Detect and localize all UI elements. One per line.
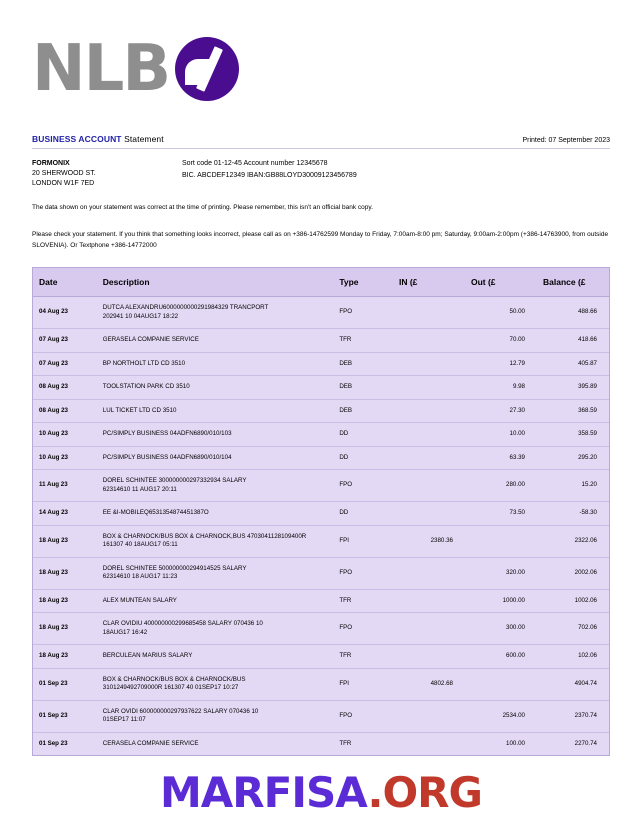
- cell-out: 73.50: [465, 502, 537, 526]
- table-row: [33, 668, 609, 700]
- cell-in: [393, 446, 465, 470]
- cell-in: [393, 399, 465, 423]
- account-details: [32, 159, 610, 189]
- cell-date: 18 Aug 23: [33, 645, 97, 669]
- table-row: [33, 446, 609, 470]
- table-row: [33, 613, 609, 645]
- cell-in: [393, 329, 465, 353]
- cell-date: 08 Aug 23: [33, 376, 97, 400]
- cell-type: FPO: [333, 557, 393, 589]
- cell-description: ALEX MUNTEAN SALARY: [97, 589, 334, 613]
- cell-date: 08 Aug 23: [33, 399, 97, 423]
- column-header-type: Type: [333, 268, 393, 297]
- cell-out: 1000.00: [465, 589, 537, 613]
- cell-date: 14 Aug 23: [33, 502, 97, 526]
- cell-description: LUL TICKET LTD CD 3510: [97, 399, 334, 423]
- cell-description: PC/SIMPLY BUSINESS 04ADFN6890/010/104: [97, 446, 334, 470]
- cell-type: DD: [333, 446, 393, 470]
- cell-balance: 488.66: [537, 297, 609, 329]
- cell-out: 280.00: [465, 470, 537, 502]
- cell-in: [393, 557, 465, 589]
- cell-description: DUTCA ALEXANDRU6000000000291984329 TRANCPORT 202941 10 04AUG17 18:22: [97, 297, 334, 329]
- cell-type: FPO: [333, 700, 393, 732]
- cell-type: FPI: [333, 668, 393, 700]
- cell-out: 63.39: [465, 446, 537, 470]
- cell-out: [465, 525, 537, 557]
- table-row: [33, 399, 609, 423]
- cell-balance: 15.20: [537, 470, 609, 502]
- customer-address: [32, 159, 182, 189]
- cell-in: 2380.36: [393, 525, 465, 557]
- cell-balance: 295.20: [537, 446, 609, 470]
- bank-logo: [32, 0, 610, 112]
- cell-date: 18 Aug 23: [33, 557, 97, 589]
- cell-out: 100.00: [465, 732, 537, 755]
- cell-description: DOREL SCHINTEE 500000000294914525 SALARY 62314610 18 AUG17 11:23: [97, 557, 334, 589]
- column-header-balance: Balance (£: [537, 268, 609, 297]
- cell-date: 01 Sep 23: [33, 732, 97, 755]
- cell-type: DEB: [333, 352, 393, 376]
- cell-out: 320.00: [465, 557, 537, 589]
- cell-description: CERASELA COMPANIE SERVICE: [97, 732, 334, 755]
- cell-balance: 418.66: [537, 329, 609, 353]
- table-row: [33, 525, 609, 557]
- cell-date: 07 Aug 23: [33, 352, 97, 376]
- cell-type: TFR: [333, 589, 393, 613]
- cell-type: DEB: [333, 399, 393, 423]
- cell-description: DOREL SCHINTEE 300000000297332934 SALARY 62314610 11 AUG17 20:11: [97, 470, 334, 502]
- cell-balance: 368.59: [537, 399, 609, 423]
- bank-account-info: [182, 159, 610, 189]
- cell-out: 27.30: [465, 399, 537, 423]
- table-row: [33, 589, 609, 613]
- cell-date: 07 Aug 23: [33, 329, 97, 353]
- header-divider: [32, 148, 610, 149]
- table-row: [33, 470, 609, 502]
- table-body: [33, 297, 609, 756]
- cell-description: BP NORTHOLT LTD CD 3510: [97, 352, 334, 376]
- cell-balance: 358.59: [537, 423, 609, 447]
- sort-code-account-number: Sort code 01-12-45 Account number 12345678: [182, 160, 328, 167]
- cell-type: FPO: [333, 613, 393, 645]
- cell-out: 300.00: [465, 613, 537, 645]
- cell-out: 600.00: [465, 645, 537, 669]
- logo-wordmark: NLB: [32, 32, 170, 106]
- cell-out: 2534.00: [465, 700, 537, 732]
- column-header-date: Date: [33, 268, 97, 297]
- cell-balance: 2322.06: [537, 525, 609, 557]
- cell-description: TOOLSTATION PARK CD 3510: [97, 376, 334, 400]
- cell-out: 12.79: [465, 352, 537, 376]
- cell-balance: 2370.74: [537, 700, 609, 732]
- cell-in: [393, 732, 465, 755]
- cell-balance: 702.06: [537, 613, 609, 645]
- statement-title: [32, 134, 164, 144]
- transactions-table: [32, 267, 610, 756]
- cell-type: TFR: [333, 329, 393, 353]
- cell-in: [393, 423, 465, 447]
- cell-description: GERASELA COMPANIE SERVICE: [97, 329, 334, 353]
- cell-balance: 2002.06: [537, 557, 609, 589]
- statement-header: [32, 134, 610, 144]
- cell-in: [393, 470, 465, 502]
- cell-in: [393, 613, 465, 645]
- cell-in: [393, 645, 465, 669]
- cell-description: BOX & CHARNOCK/BUS BOX & CHARNOCK,BUS 4703041128109400R 161307 40 18AUG17 05:11: [97, 525, 334, 557]
- cell-date: 11 Aug 23: [33, 470, 97, 502]
- cell-date: 10 Aug 23: [33, 423, 97, 447]
- customer-name: FORMONIX: [32, 160, 70, 167]
- table-row: [33, 700, 609, 732]
- cell-description: EE &I-MOBILEQ6531354874451387O: [97, 502, 334, 526]
- cell-balance: 1002.06: [537, 589, 609, 613]
- cell-date: 04 Aug 23: [33, 297, 97, 329]
- cell-out: [465, 668, 537, 700]
- cell-date: 18 Aug 23: [33, 589, 97, 613]
- table-row: [33, 423, 609, 447]
- watermark-text: MARFISA: [160, 768, 368, 817]
- customer-address-line2: LONDON W1F 7ED: [32, 180, 95, 187]
- statement-title-bold: BUSINESS ACCOUNT: [32, 134, 122, 144]
- watermark: [0, 768, 642, 817]
- table-row: [33, 329, 609, 353]
- table-row: [33, 645, 609, 669]
- cell-type: TFR: [333, 732, 393, 755]
- cell-in: [393, 502, 465, 526]
- cell-out: 9.98: [465, 376, 537, 400]
- accuracy-notice: The data shown on your statement was correct at the time of printing. Please remember, this isn't an official bank copy.: [32, 204, 373, 211]
- cell-balance: 395.89: [537, 376, 609, 400]
- cell-type: DEB: [333, 376, 393, 400]
- cell-type: DD: [333, 502, 393, 526]
- cell-date: 18 Aug 23: [33, 525, 97, 557]
- bic-iban: BIC. ABCDEF12349 IBAN:GB88LOYD30009123456789: [182, 172, 357, 179]
- cell-in: [393, 352, 465, 376]
- cell-type: DD: [333, 423, 393, 447]
- cell-out: 10.00: [465, 423, 537, 447]
- cell-balance: -58.30: [537, 502, 609, 526]
- column-header-out: Out (£: [465, 268, 537, 297]
- table-header-row: [33, 268, 609, 297]
- cell-description: BOX & CHARNOCK/BUS BOX & CHARNOCK/BUS 3101249492709000R 161307 40 01SEP17 10:27: [97, 668, 334, 700]
- statement-title-rest: Statement: [121, 134, 164, 144]
- cell-balance: 102.06: [537, 645, 609, 669]
- table-row: [33, 732, 609, 755]
- table-row: [33, 557, 609, 589]
- table-row: [33, 376, 609, 400]
- cell-type: FPO: [333, 297, 393, 329]
- cell-balance: 405.87: [537, 352, 609, 376]
- cell-in: [393, 589, 465, 613]
- table-row: [33, 502, 609, 526]
- cell-date: 18 Aug 23: [33, 613, 97, 645]
- cell-description: CLAR OVIDIU 400000000299685458 SALARY 070436 10 18AUG17 16:42: [97, 613, 334, 645]
- table-row: [33, 352, 609, 376]
- cell-in: [393, 376, 465, 400]
- cell-date: 01 Sep 23: [33, 700, 97, 732]
- column-header-in: IN (£: [393, 268, 465, 297]
- cell-type: FPO: [333, 470, 393, 502]
- cell-balance: 4904.74: [537, 668, 609, 700]
- cell-description: PC/SIMPLY BUSINESS 04ADFN6890/010/103: [97, 423, 334, 447]
- cell-date: 01 Sep 23: [33, 668, 97, 700]
- cell-in: [393, 297, 465, 329]
- customer-address-line1: 20 SHERWOOD ST.: [32, 170, 96, 177]
- printed-date: Printed: 07 September 2023: [522, 137, 610, 144]
- cell-type: FPI: [333, 525, 393, 557]
- cell-type: TFR: [333, 645, 393, 669]
- watermark-suffix: .ORG: [367, 768, 482, 817]
- table-row: [33, 297, 609, 329]
- contact-notice: Please check your statement. If you think that something looks incorrect, please call as on +386-14762599 Monday to Friday, 7:00am-8:00 pm; Saturday, 9:00am-2:00pm (+386-14763900, from outside SLOVENIA). Or Textphone +386-14772000: [32, 231, 609, 249]
- cell-date: 10 Aug 23: [33, 446, 97, 470]
- cell-in: [393, 700, 465, 732]
- column-header-description: Description: [97, 268, 334, 297]
- cell-in: 4802.68: [393, 668, 465, 700]
- cell-description: CLAR OVIDI 600000000297937622 SALARY 070436 10 01SEP17 11:07: [97, 700, 334, 732]
- cell-out: 50.00: [465, 297, 537, 329]
- cell-description: BERCULEAN MARIUS SALARY: [97, 645, 334, 669]
- circle-swoosh-icon: [175, 37, 239, 101]
- cell-out: 70.00: [465, 329, 537, 353]
- cell-balance: 2270.74: [537, 732, 609, 755]
